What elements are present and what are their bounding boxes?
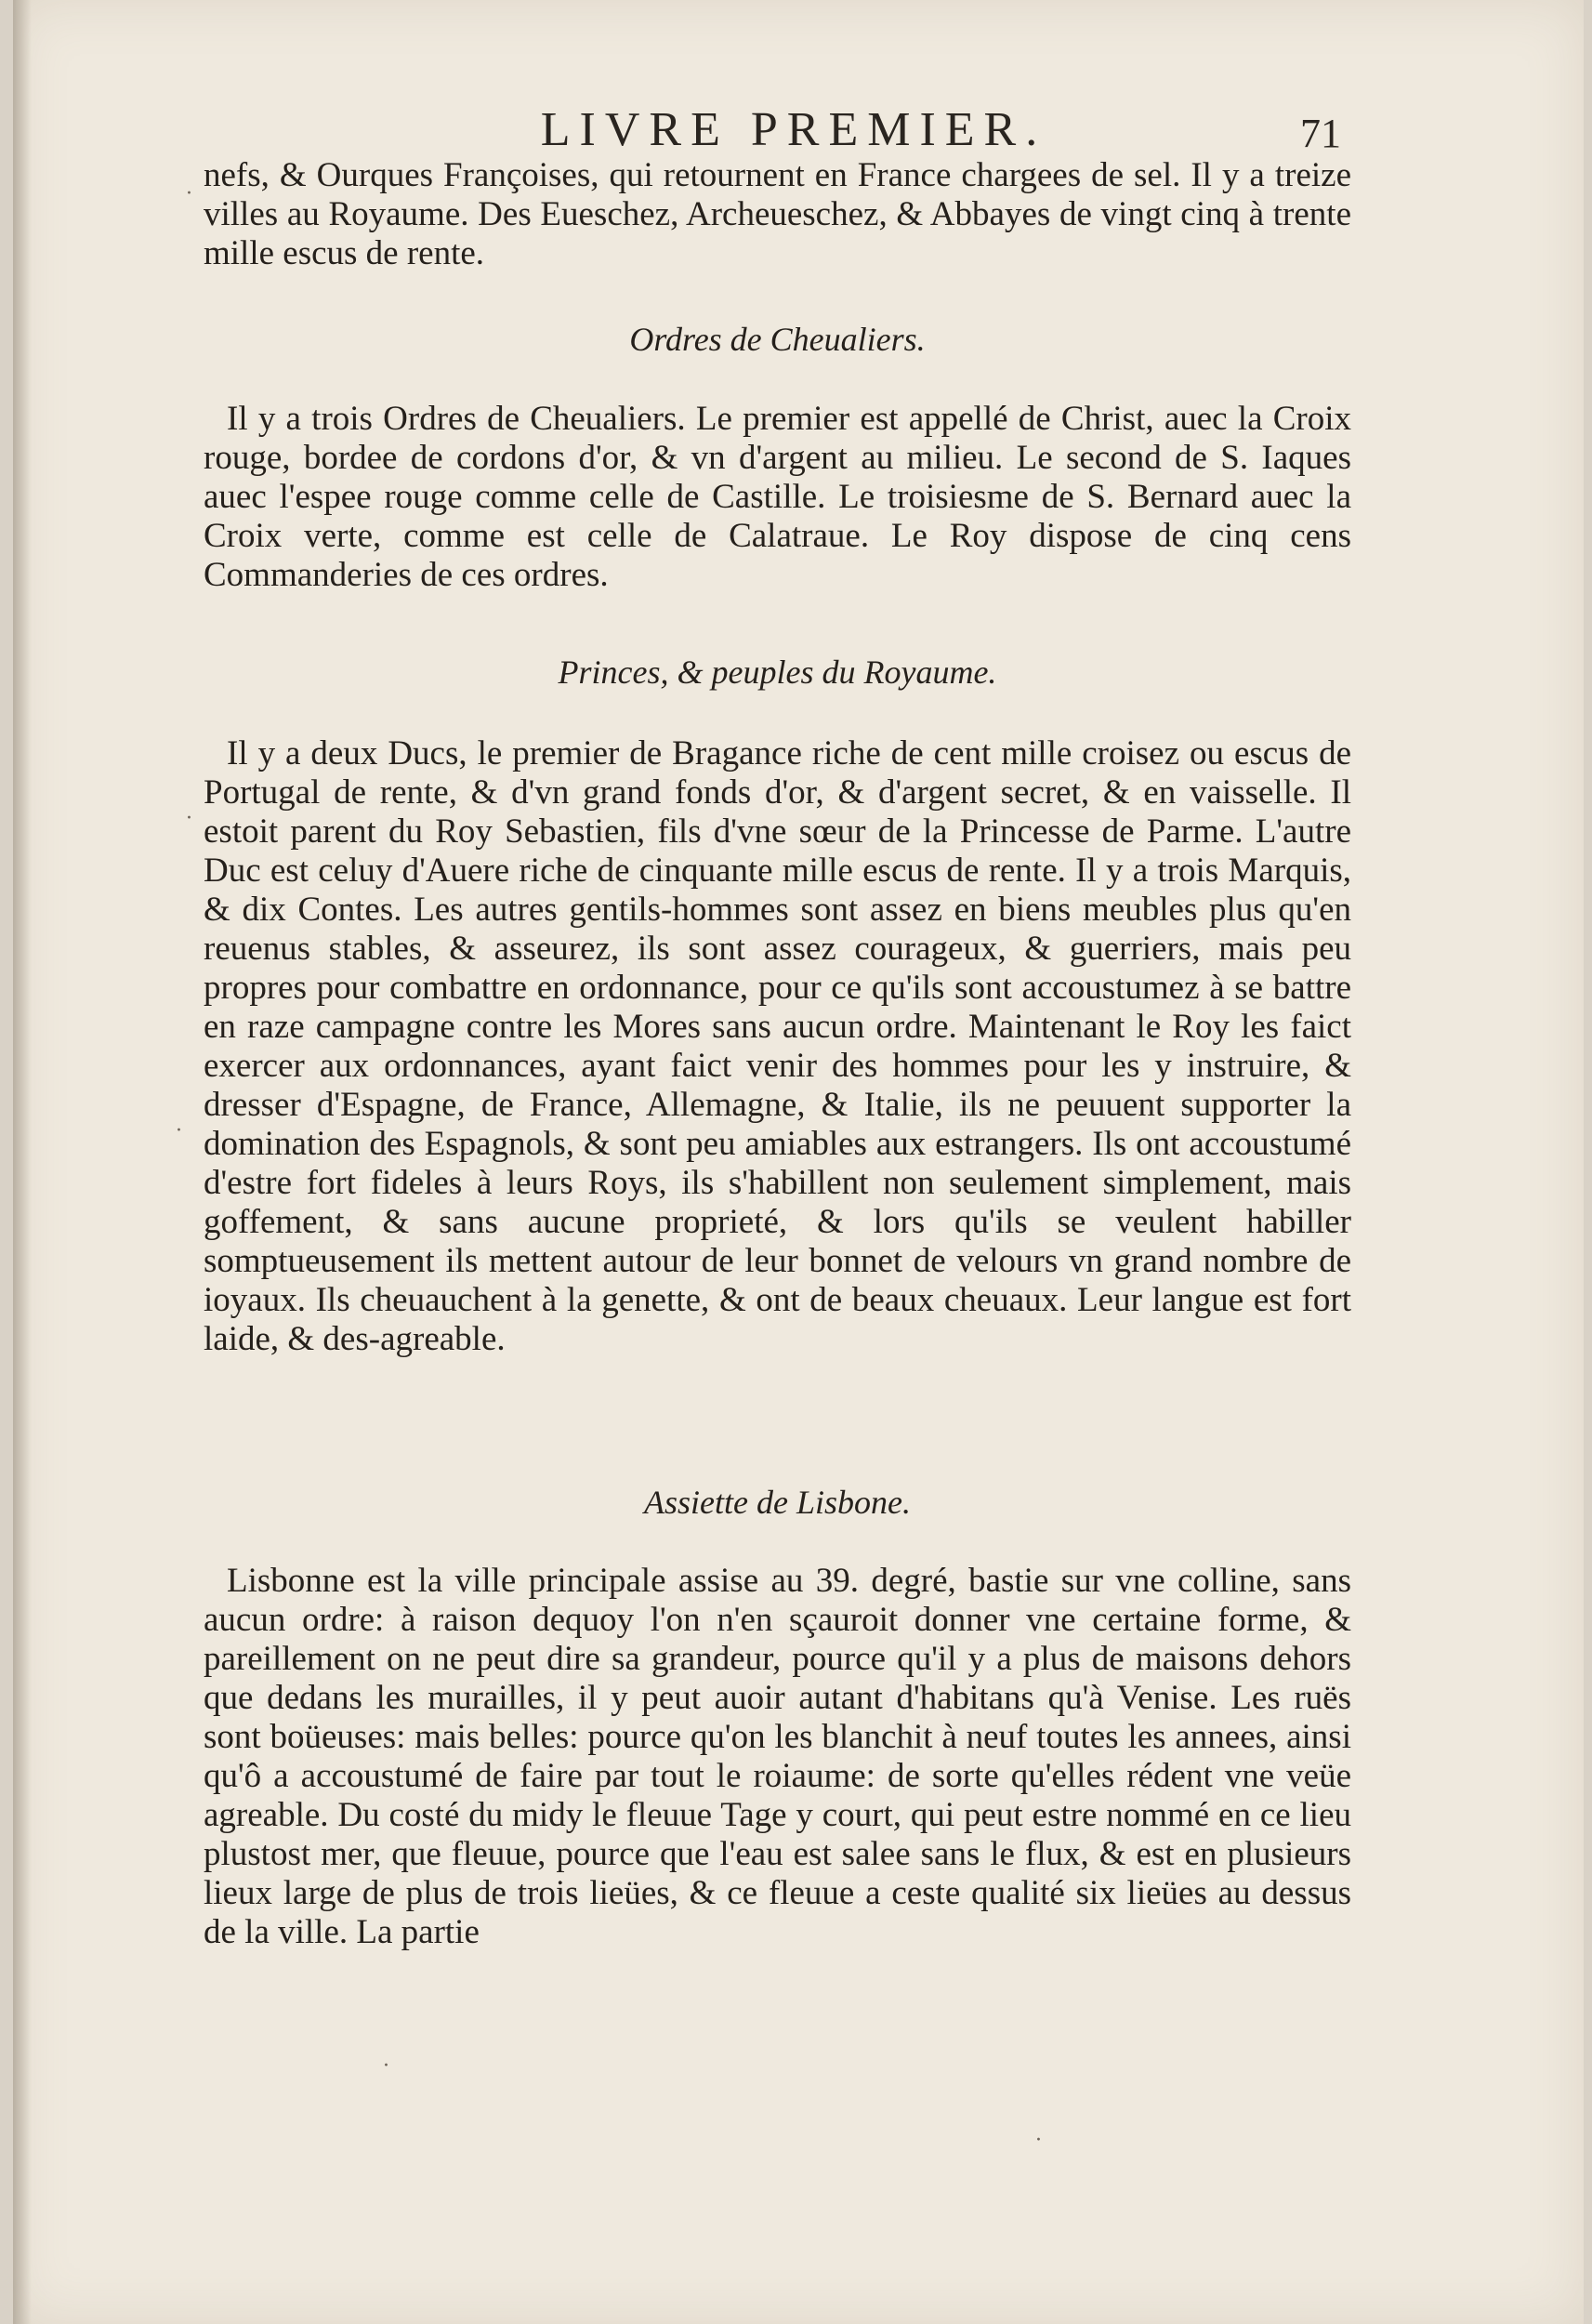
ink-speck: · <box>186 807 192 830</box>
ink-speck: · <box>383 2054 389 2078</box>
section-princes-text: Il y a deux Ducs, le premier de Bragance riche de cent mille croisez ou escus de Portugal de rente, & d'vn grand fonds d'or, & d'argent secret, & en vaisselle. Il estoit parent du Roy Sebastien, fils d'vne sœur de la Princesse de Parme. L'autre Duc est celuy d'Auere riche de cinquante mille escus de rente. Il y a trois Marquis, & dix Contes. Les autres gentils-hommes sont assez en biens meubles plus qu'en reuenus stables, & asseurez, ils sont assez courageux, & guerriers, mais peu propres pour combattre en ordonnance, pour ce qu'ils sont accoustumez à se battre en raze campagne contre les Mores sans aucun ordre. Maintenant le Roy les faict exercer aux ordonnances, ayant faict venir des hommes pour les y instruire, & dresser d'Espagne, de France, Allemagne, & Italie, ils ne peuuent supporter la domination des Espagnols, & sont peu amiables aux estrangers. Ils ont accoustumé d'estre fort fideles à leurs Roys, ils s'habillent non seulement simplement, mais goffement, & sans aucune proprieté, & lors qu'ils se veulent habiller somptueusement ils mettent autour de leur bonnet de velours vn grand nombre de ioyaux. Ils cheuauchent à la genette, & ont de beaux cheuaux. Leur langue est fort laide, & des-agreable. <box>204 734 1351 1358</box>
section-heading-princes: Princes, & peuples du Royaume. <box>558 654 997 691</box>
section-princes-body <box>204 734 1351 1359</box>
section-ordres-body <box>204 400 1351 595</box>
section-lisbone-body <box>204 1562 1351 1952</box>
page-number: 71 <box>1300 111 1341 156</box>
ink-speck: · <box>186 182 192 205</box>
ink-speck: · <box>176 1119 182 1142</box>
intro-paragraph <box>204 156 1351 273</box>
section-ordres-text: Il y a trois Ordres de Cheualiers. Le premier est appellé de Christ, auec la Croix rouge, bordee de cordons d'or, & vn d'argent au milieu. Le second de S. Iaques auec l'espee rouge comme celle de Castille. Le troisiesme de S. Bernard auec la Croix verte, comme est celle de Calatraue. Le Roy dispose de cinq cens Commanderies de ces ordres. <box>204 400 1351 594</box>
page-gutter-shadow <box>13 0 32 2324</box>
book-page <box>13 0 1584 2324</box>
running-head: LIVRE PREMIER. <box>540 103 1047 156</box>
section-lisbone-text: Lisbonne est la ville principale assise au 39. degré, bastie sur vne colline, sans aucun ordre: à raison dequoy l'on n'en sçauroit donner vne certaine forme, & pareillement on ne peut dire sa grandeur, pource qu'il y a plus de maisons dehors que dedans les murailles, il y peut auoir autant d'habitans qu'à Venise. Les ruës sont boüeuses: mais belles: pource qu'on les blanchit à neuf toutes les annees, ainsi qu'ô a accoustumé de faire par tout le roiaume: de sorte qu'elles rédent vne veüe agreable. Du costé du midy le fleuue Tage y court, qui peut estre nommé en ce lieu plustost mer, que fleuue, pource que l'eau est salee sans le flux, & est en plusieurs lieux large de plus de trois lieües, & ce fleuue a ceste qualité six lieües au dessus de la ville. La partie <box>204 1562 1351 1951</box>
section-heading-lisbone: Assiette de Lisbone. <box>644 1484 911 1521</box>
intro-text: nefs, & Ourques Françoises, qui retournent en France chargees de sel. Il y a treize villes au Royaume. Des Eueschez, Archeueschez, & Abbayes de vingt cinq à trente mille escus de rente. <box>204 156 1351 272</box>
section-heading-ordres: Ordres de Cheualiers. <box>629 321 926 358</box>
ink-speck: · <box>1035 2129 1042 2152</box>
